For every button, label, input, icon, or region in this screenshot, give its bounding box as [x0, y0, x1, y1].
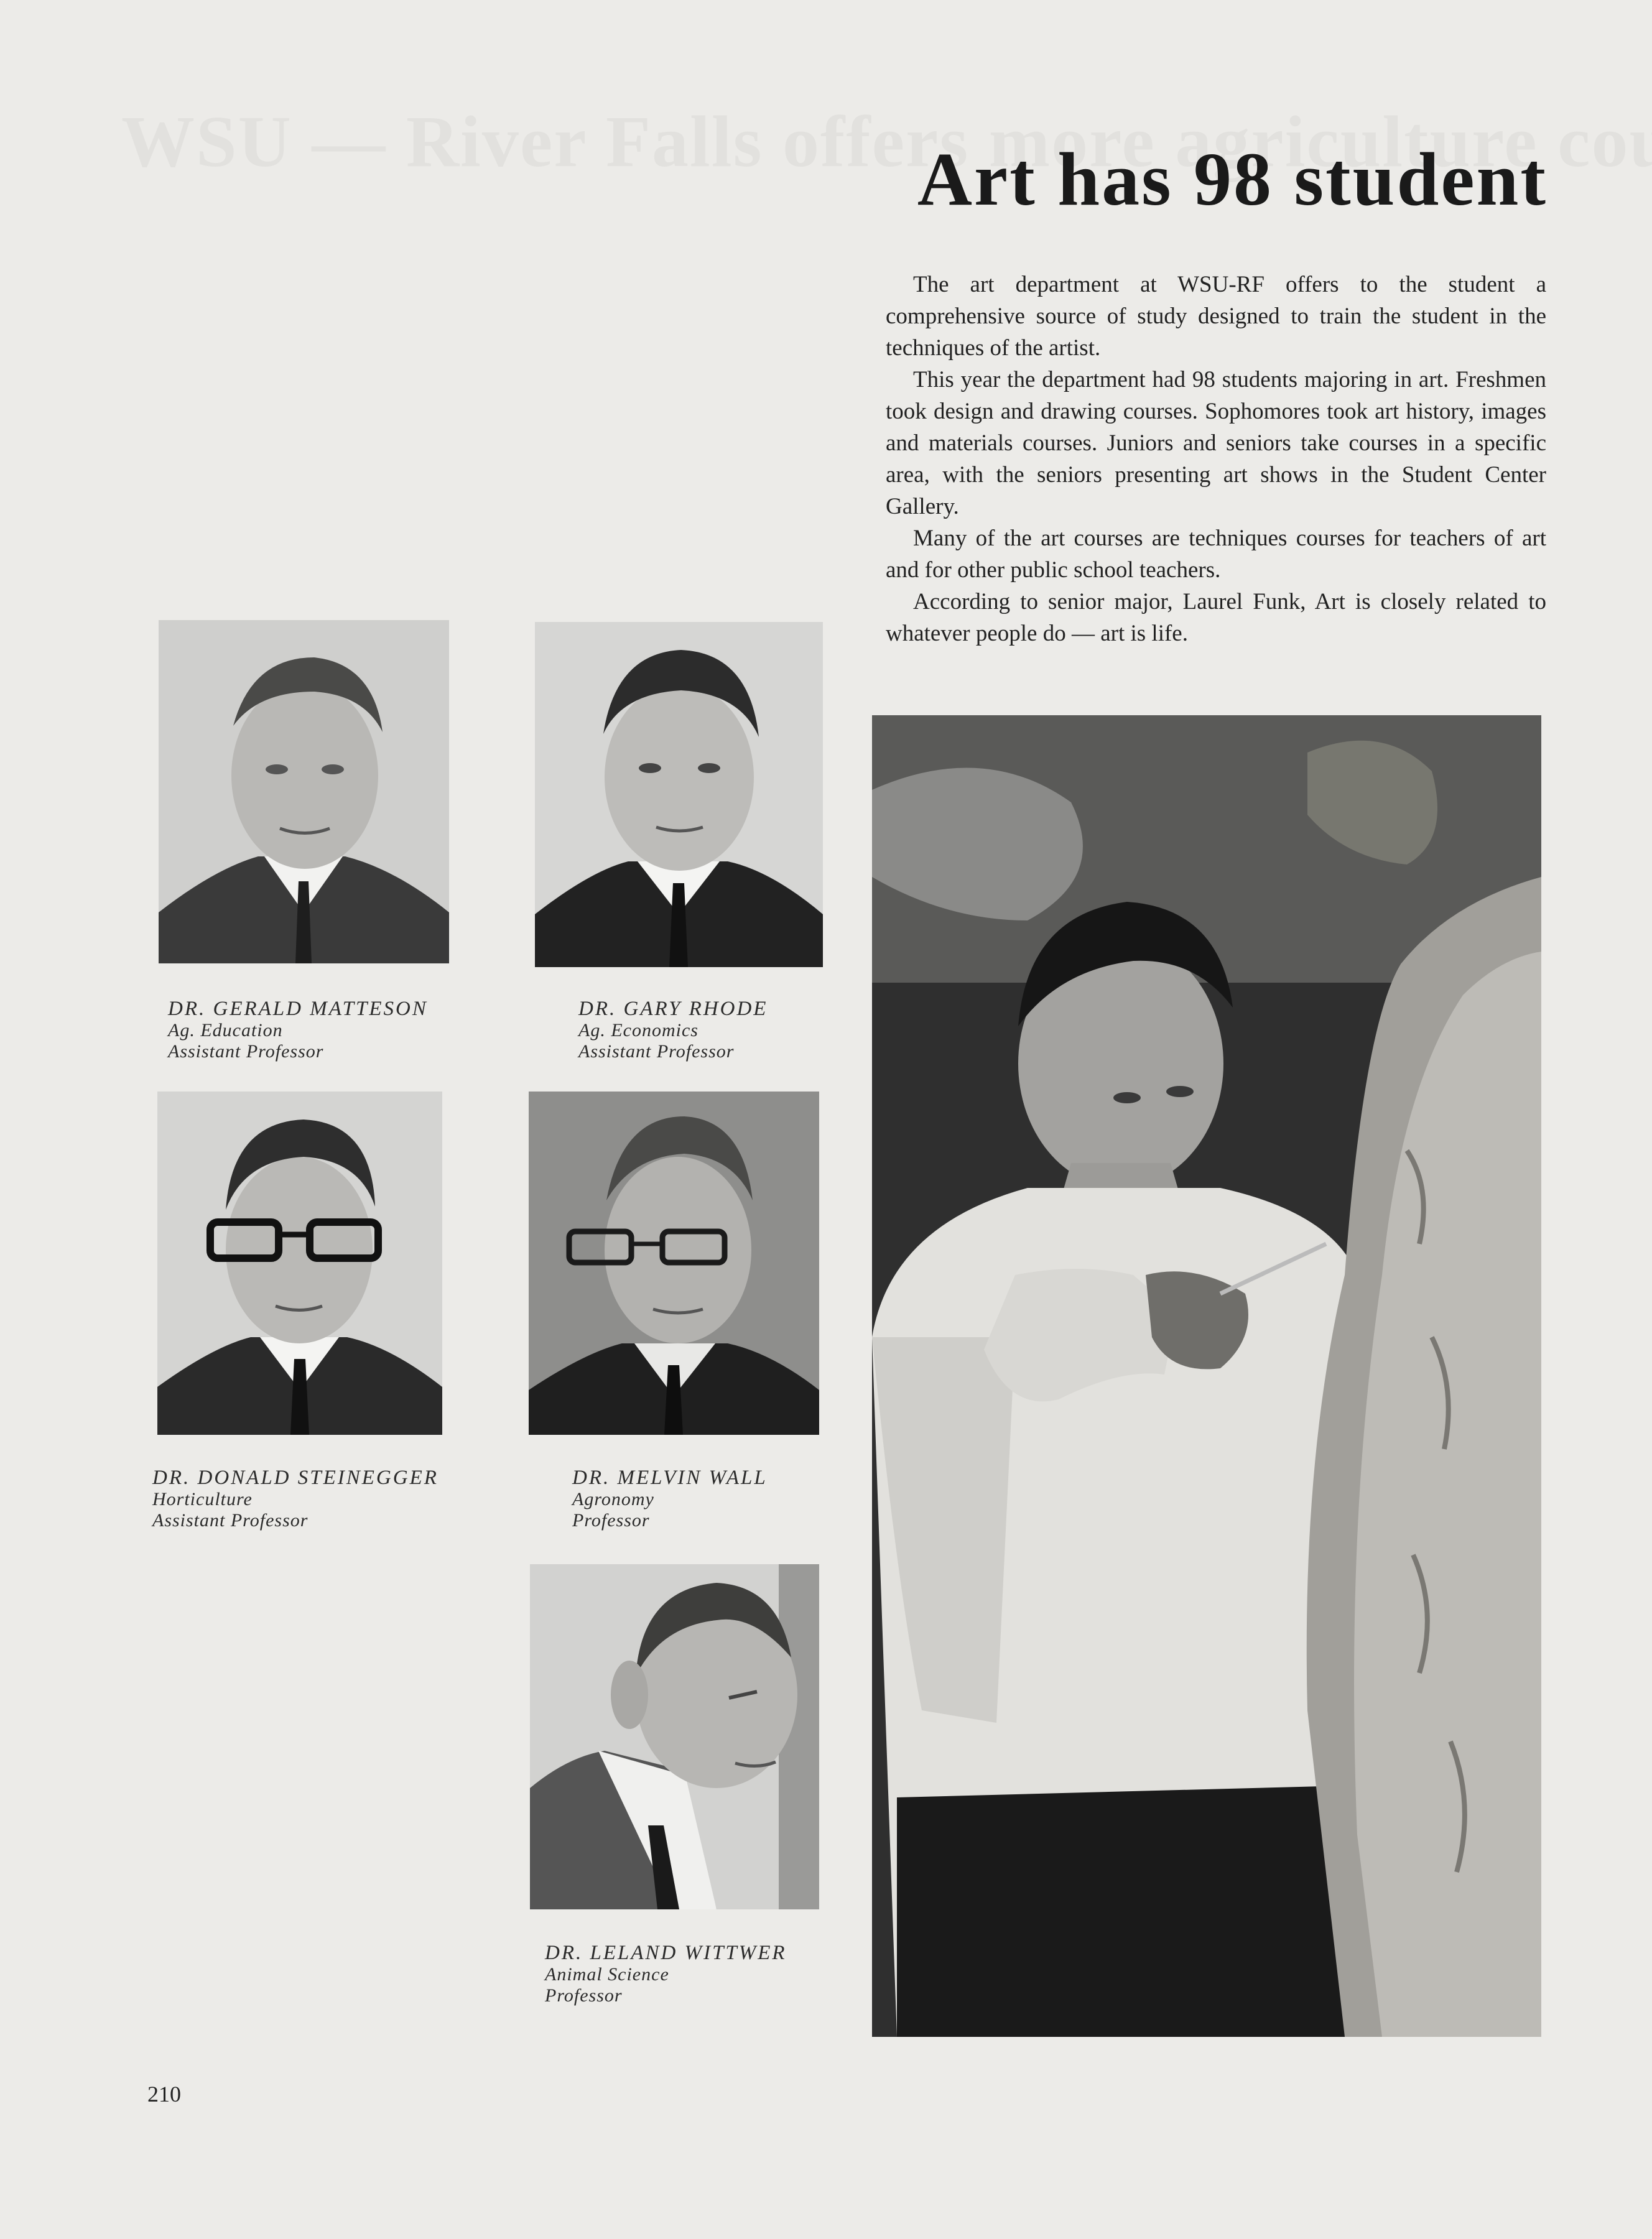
paragraph: The art department at WSU-RF offers to the student a comprehensive source of study designed to train the student in the techniques of the artist. [886, 272, 1546, 361]
faculty-department: Ag. Education [168, 1020, 283, 1041]
faculty-department: Horticulture [152, 1489, 253, 1509]
faculty-title: Assistant Professor [578, 1041, 735, 1062]
portrait-photo [529, 1092, 819, 1435]
page-title: Art has 98 student [917, 137, 1548, 221]
faculty-title: Professor [545, 1985, 623, 2006]
page-number: 210 [147, 2082, 181, 2107]
portrait-caption [578, 998, 768, 1062]
paragraph: According to senior major, Laurel Funk, Art is closely related to whatever people do — art is life. [886, 589, 1546, 646]
faculty-name: DR. LELAND WITTWER [545, 1942, 787, 1964]
faculty-name: DR. GERALD MATTESON [168, 998, 428, 1020]
paragraph: This year the department had 98 students majoring in art. Freshmen took design and drawing courses. Sophomores took art history, images and materials courses. Juniors and seniors take courses in a specific area, with the seniors presenting art shows in the Student Center Gallery. [886, 367, 1546, 519]
portrait-photo [535, 622, 823, 967]
faculty-department: Animal Science [545, 1964, 669, 1985]
paragraph: Many of the art courses are techniques courses for teachers of art and for other public school teachers. [886, 526, 1546, 583]
portrait-photo [157, 1092, 442, 1435]
portrait-photo [159, 620, 449, 963]
faculty-name: DR. DONALD STEINEGGER [152, 1467, 439, 1489]
faculty-department: Agronomy [572, 1489, 654, 1509]
portrait-caption [572, 1467, 768, 1531]
faculty-department: Ag. Economics [578, 1020, 698, 1041]
faculty-name: DR. MELVIN WALL [572, 1467, 768, 1489]
article-body [886, 269, 1546, 649]
portrait-caption [152, 1467, 439, 1531]
faculty-title: Professor [572, 1510, 650, 1531]
portrait-caption [545, 1942, 787, 2006]
faculty-name: DR. GARY RHODE [578, 998, 768, 1020]
portrait-caption [168, 998, 428, 1062]
art-student-sculpting-photo [872, 715, 1541, 2037]
portrait-photo [530, 1564, 819, 1909]
faculty-title: Assistant Professor [152, 1510, 309, 1531]
faculty-title: Assistant Professor [168, 1041, 324, 1062]
